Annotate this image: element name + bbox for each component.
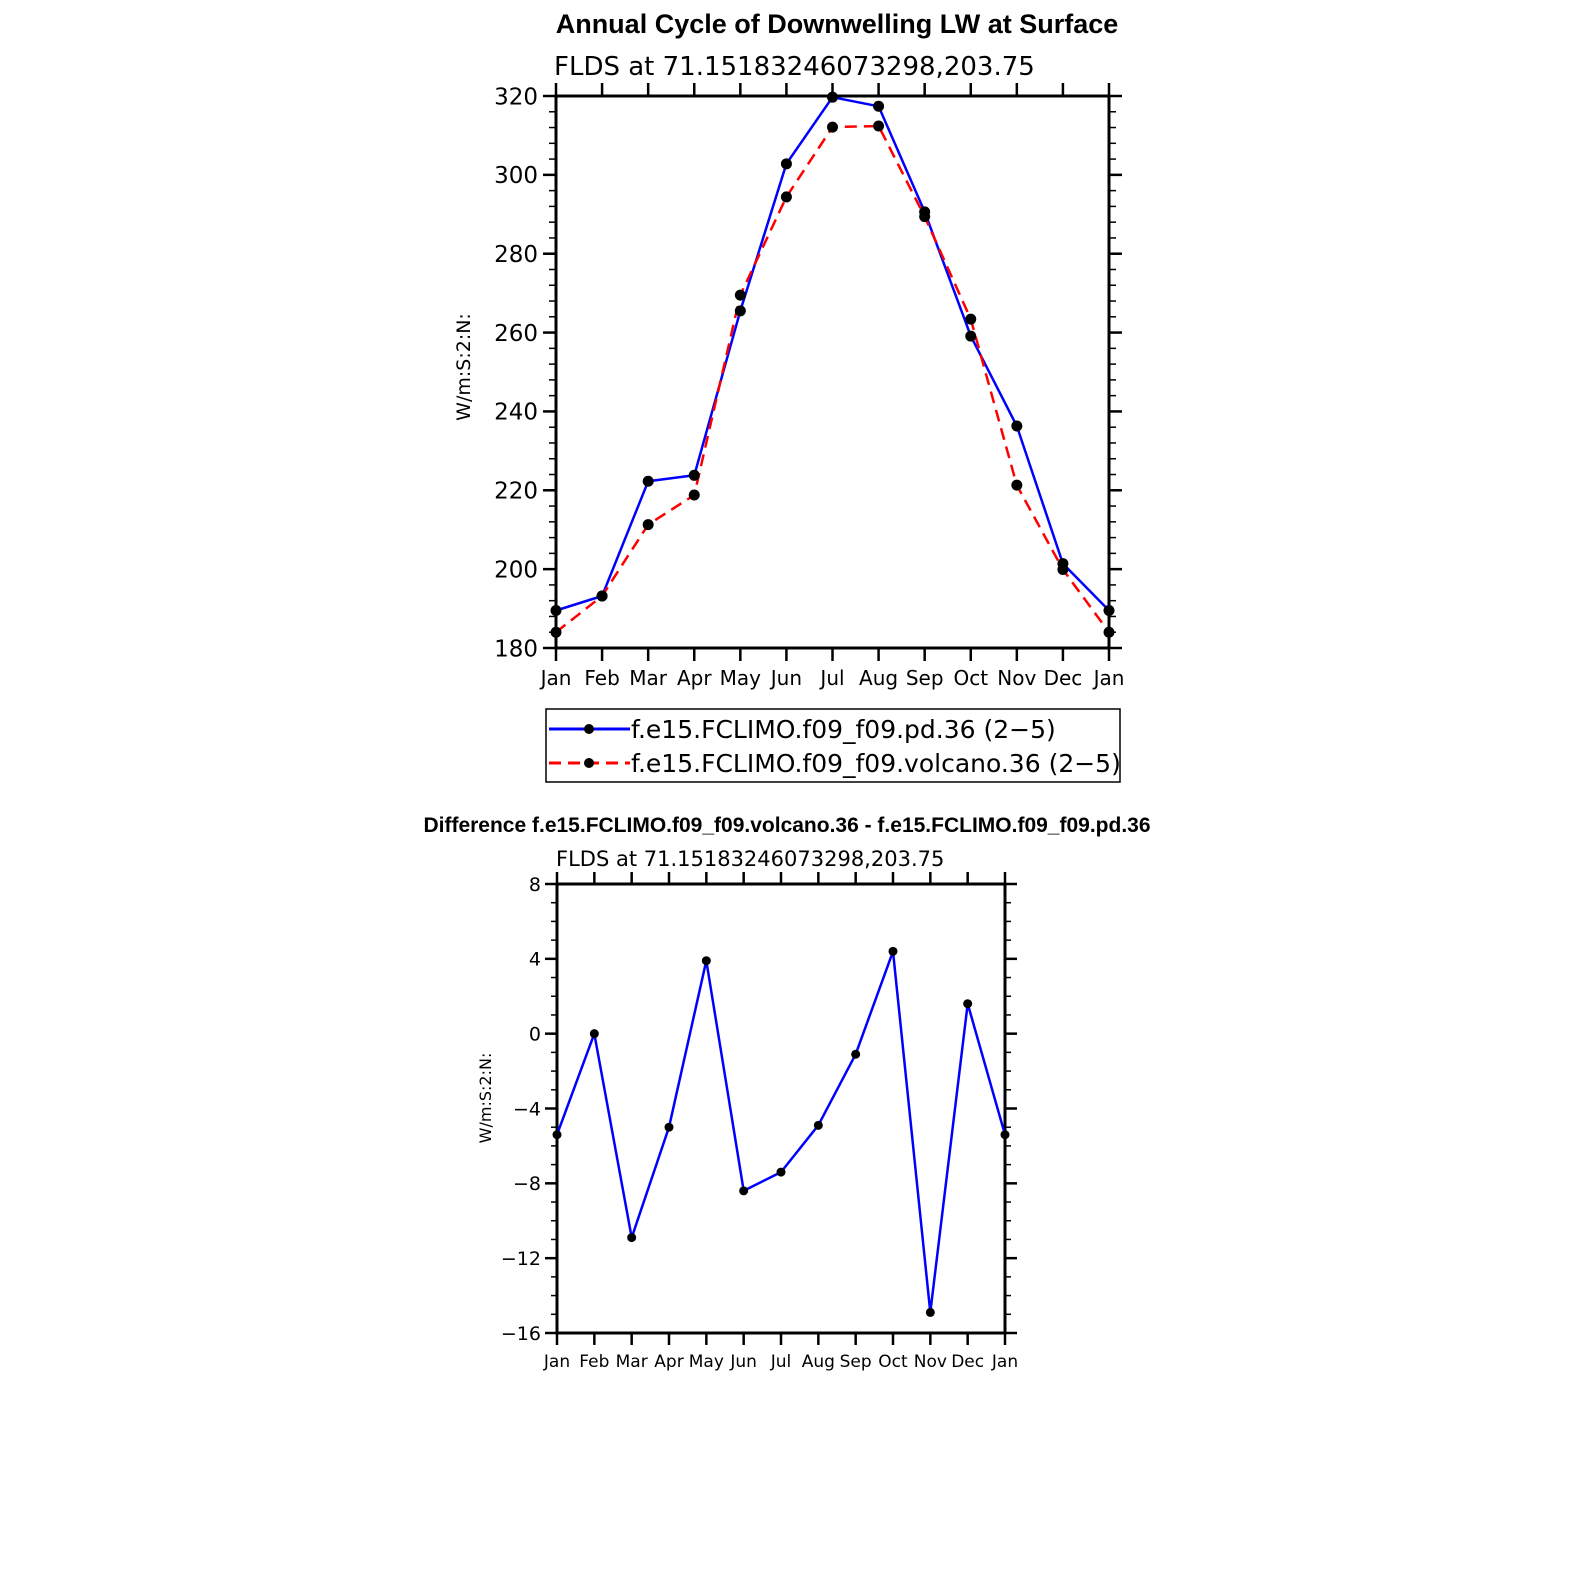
data-point-0 (827, 92, 838, 103)
data-point-0 (814, 1121, 823, 1130)
x-tick-label: Apr (654, 1352, 684, 1372)
x-tick-label: Mar (615, 1352, 648, 1372)
data-point-0 (590, 1029, 599, 1038)
y-tick-label: 8 (528, 873, 541, 896)
x-tick-label: May (719, 666, 762, 690)
chart-title: Annual Cycle of Downwelling LW at Surface (555, 9, 1119, 39)
legend (546, 709, 1121, 782)
data-point-0 (551, 605, 562, 616)
y-tick-label: 280 (494, 241, 538, 268)
y-axis-label: W/m:S:2:N: (453, 313, 475, 421)
y-tick-label: −12 (500, 1248, 541, 1271)
data-point-1 (827, 122, 838, 133)
y-tick-label: 220 (494, 478, 538, 505)
x-tick-label: May (688, 1352, 724, 1372)
legend-label-volcano: f.e15.FCLIMO.f09_f09.volcano.36 (2−5) (631, 749, 1121, 778)
data-point-1 (551, 627, 562, 638)
data-point-0 (1011, 421, 1022, 432)
data-point-1 (1057, 564, 1068, 575)
data-point-0 (889, 947, 898, 956)
data-point-0 (1104, 605, 1115, 616)
difference-chart (423, 814, 1150, 1372)
data-point-0 (777, 1168, 786, 1177)
data-point-1 (873, 120, 884, 131)
y-tick-label: −16 (500, 1322, 541, 1345)
legend-marker-pd (584, 724, 594, 734)
x-tick-label: Aug (801, 1352, 835, 1372)
y-tick-label: 200 (494, 557, 538, 584)
legend-marker-volcano (584, 758, 594, 768)
y-tick-label: 260 (494, 320, 538, 347)
x-tick-label: Feb (579, 1352, 610, 1372)
data-point-0 (643, 476, 654, 487)
legend-label-pd: f.e15.FCLIMO.f09_f09.pd.36 (2−5) (631, 715, 1056, 744)
annual-cycle-chart (453, 9, 1124, 782)
data-point-0 (739, 1186, 748, 1195)
plot-frame (557, 884, 1005, 1333)
x-tick-label: Sep (905, 666, 944, 690)
x-tick-label: Feb (584, 666, 620, 690)
y-tick-label: −4 (512, 1098, 541, 1121)
data-point-1 (1011, 480, 1022, 491)
data-point-0 (926, 1308, 935, 1317)
data-point-0 (665, 1123, 674, 1132)
series-line-0 (557, 951, 1005, 1312)
data-point-0 (965, 331, 976, 342)
data-point-1 (643, 519, 654, 530)
chart-subtitle: FLDS at 71.15183246073298,203.75 (556, 847, 945, 871)
data-point-0 (553, 1130, 562, 1139)
x-tick-label: Jan (1093, 666, 1125, 690)
x-tick-label: Apr (676, 666, 712, 690)
y-axis-label: W/m:S:2:N: (476, 1052, 495, 1144)
x-tick-label: Oct (953, 666, 989, 690)
y-tick-label: 4 (528, 948, 541, 971)
y-tick-label: 180 (494, 636, 538, 663)
data-point-0 (702, 956, 711, 965)
x-tick-label: Dec (951, 1352, 985, 1372)
chart-title: Difference f.e15.FCLIMO.f09_f09.volcano.36 - f.e15.FCLIMO.f09_f09.pd.36 (423, 814, 1151, 837)
x-tick-label: Jan (540, 666, 572, 690)
data-point-1 (689, 490, 700, 501)
data-point-0 (689, 470, 700, 481)
data-point-0 (781, 158, 792, 169)
y-tick-label: −8 (512, 1173, 541, 1196)
plot-frame (556, 96, 1109, 648)
series-line-0 (556, 97, 1109, 610)
data-point-1 (919, 211, 930, 222)
x-tick-label: Jul (820, 666, 845, 690)
x-tick-label: Sep (839, 1352, 872, 1372)
data-point-0 (735, 305, 746, 316)
data-point-1 (735, 290, 746, 301)
data-point-1 (1104, 627, 1115, 638)
x-tick-label: Jul (770, 1352, 792, 1372)
x-tick-label: Oct (878, 1352, 908, 1372)
plot-axes (501, 872, 1018, 1372)
x-tick-label: Jan (543, 1352, 571, 1372)
x-tick-label: Jun (730, 1352, 757, 1372)
x-tick-label: Mar (629, 666, 668, 690)
data-point-1 (781, 191, 792, 202)
x-tick-label: Aug (859, 666, 899, 690)
x-tick-label: Jun (770, 666, 803, 690)
data-point-1 (597, 590, 608, 601)
x-tick-label: Nov (913, 1352, 947, 1372)
series-layer (553, 947, 1010, 1317)
data-point-1 (965, 314, 976, 325)
series-line-1 (556, 126, 1109, 632)
y-tick-label: 320 (494, 84, 538, 111)
series-layer (551, 92, 1115, 638)
data-point-0 (963, 999, 972, 1008)
y-tick-label: 300 (494, 163, 538, 190)
data-point-0 (1001, 1130, 1010, 1139)
chart-subtitle: FLDS at 71.15183246073298,203.75 (554, 52, 1035, 82)
data-point-0 (873, 101, 884, 112)
data-point-0 (851, 1050, 860, 1059)
x-tick-label: Dec (1043, 666, 1083, 690)
x-tick-label: Nov (997, 666, 1037, 690)
y-tick-label: 240 (494, 399, 538, 426)
y-tick-label: 0 (528, 1023, 541, 1046)
x-tick-label: Jan (991, 1352, 1019, 1372)
data-point-0 (627, 1233, 636, 1242)
